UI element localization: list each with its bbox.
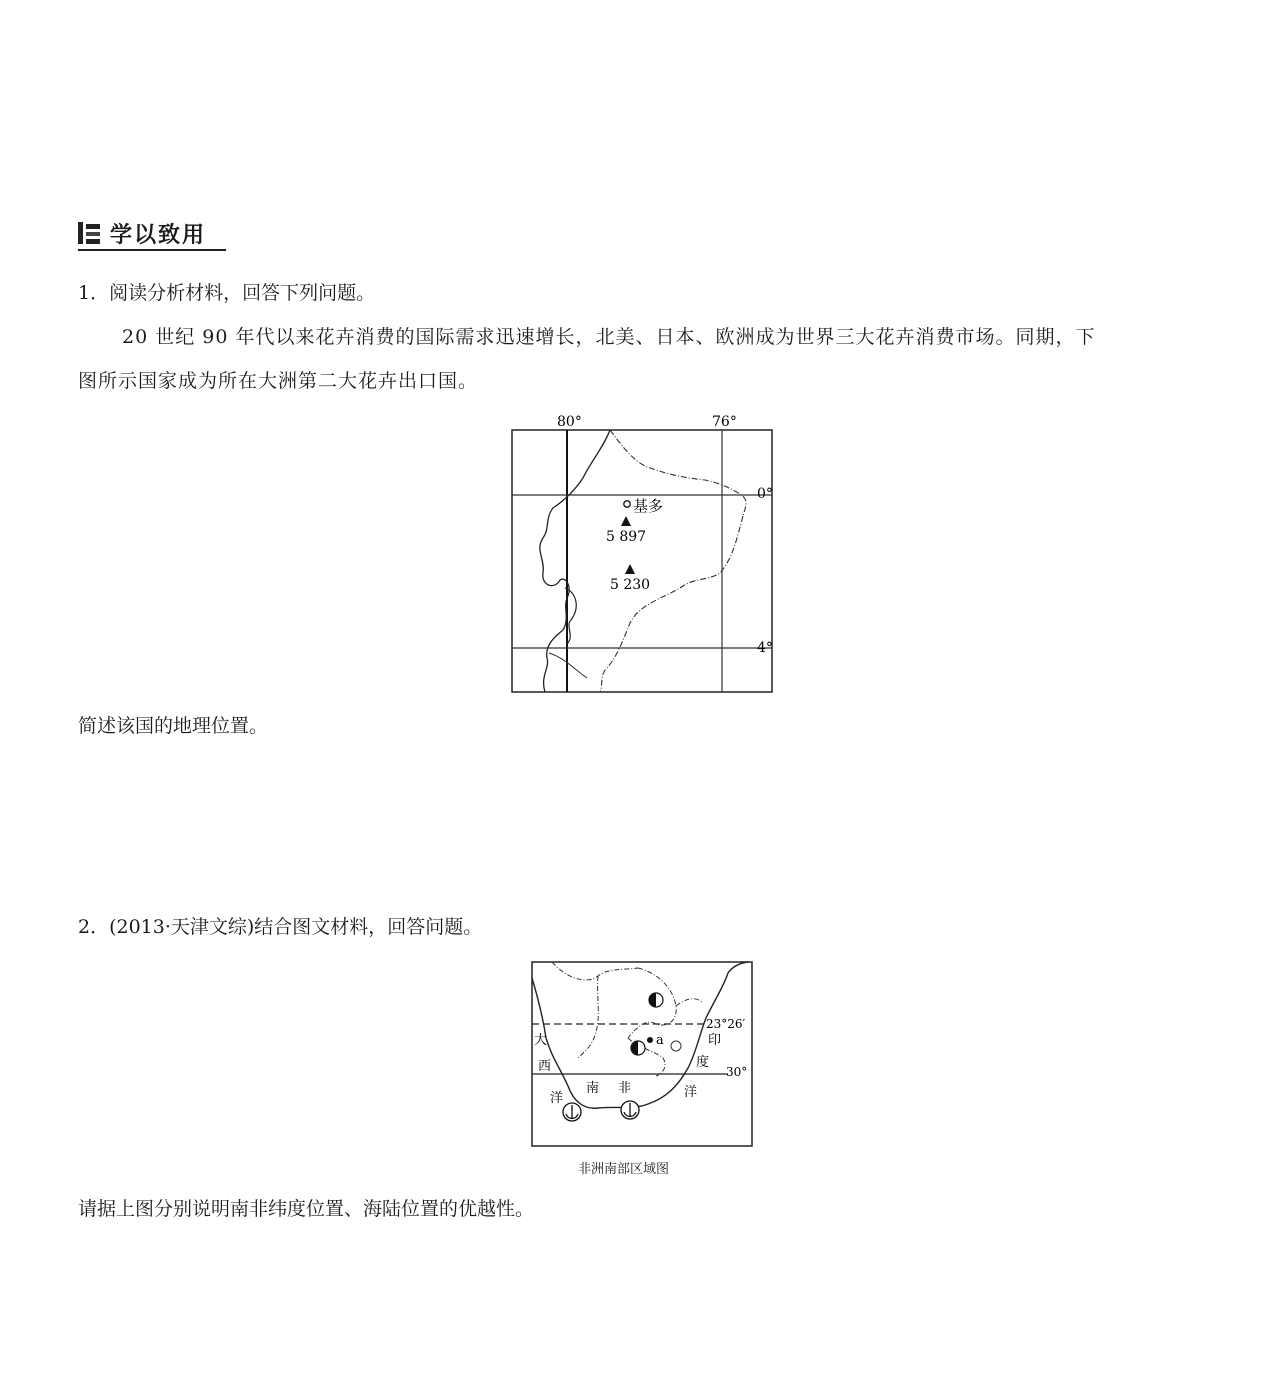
lat-top-label: 0° (757, 486, 773, 502)
q2-map-caption: 非洲南部区域图 (578, 1162, 670, 1177)
q1-paragraph-line2: 图所示国家成为所在大洲第二大花卉出口国。 (78, 370, 479, 392)
peak2-marker (625, 564, 635, 574)
border-ne (676, 999, 703, 1006)
indian-label-2: 度 (696, 1055, 710, 1070)
enclave (671, 1041, 681, 1051)
atlantic-label-2: 西 (538, 1059, 552, 1074)
point-a-marker (647, 1037, 653, 1043)
border-west (578, 976, 598, 1058)
section-bars-icon (78, 222, 100, 244)
atlantic-label-1: 大 (534, 1033, 548, 1048)
q1-stem: 1．阅读分析材料，回答下列问题。 (78, 282, 376, 304)
mine-symbol-2 (631, 1041, 645, 1055)
q2-question: 请据上图分别说明南非纬度位置、海陆位置的优越性。 (78, 1198, 535, 1220)
lon-left-label: 80° (557, 414, 582, 430)
country-label-2: 非 (618, 1081, 632, 1096)
indian-label-3: 洋 (684, 1085, 698, 1100)
q1-paragraph-line1: 20 世纪 90 年代以来花卉消费的国际需求迅速增长，北美、日本、欧洲成为世界三大花卉消费市场。同期，下 (122, 326, 1096, 348)
section-header (78, 216, 228, 252)
atlantic-label-3: 洋 (550, 1091, 564, 1106)
lat-bottom-label: 4° (757, 640, 773, 656)
q2-stem: 2．(2013·天津文综)结合图文材料，回答问题。 (78, 916, 483, 938)
lon-right-label: 76° (712, 414, 737, 430)
coastline (540, 430, 610, 692)
section-underline (78, 249, 226, 251)
port-symbol-1 (563, 1103, 581, 1121)
lat2-label: 30° (726, 1065, 748, 1079)
indian-label-1: 印 (708, 1033, 722, 1048)
q1-map (505, 408, 785, 698)
city-label: 基多 (633, 497, 664, 515)
city-marker (624, 501, 630, 507)
country-label-1: 南 (586, 1081, 600, 1096)
point-a-label: a (656, 1033, 664, 1048)
border-north (552, 962, 638, 980)
mine-symbol-1 (649, 993, 663, 1007)
peak1-label: 5 897 (606, 529, 647, 545)
port-symbol-2 (621, 1101, 639, 1119)
map-frame (512, 430, 772, 692)
q1-question: 简述该国的地理位置。 (78, 715, 269, 737)
q2-map (528, 958, 758, 1150)
peak1-marker (621, 516, 631, 526)
lat1-label: 23°26′ (706, 1017, 746, 1031)
section-title: 学以致用 (110, 223, 207, 248)
peak2-label: 5 230 (610, 577, 651, 593)
